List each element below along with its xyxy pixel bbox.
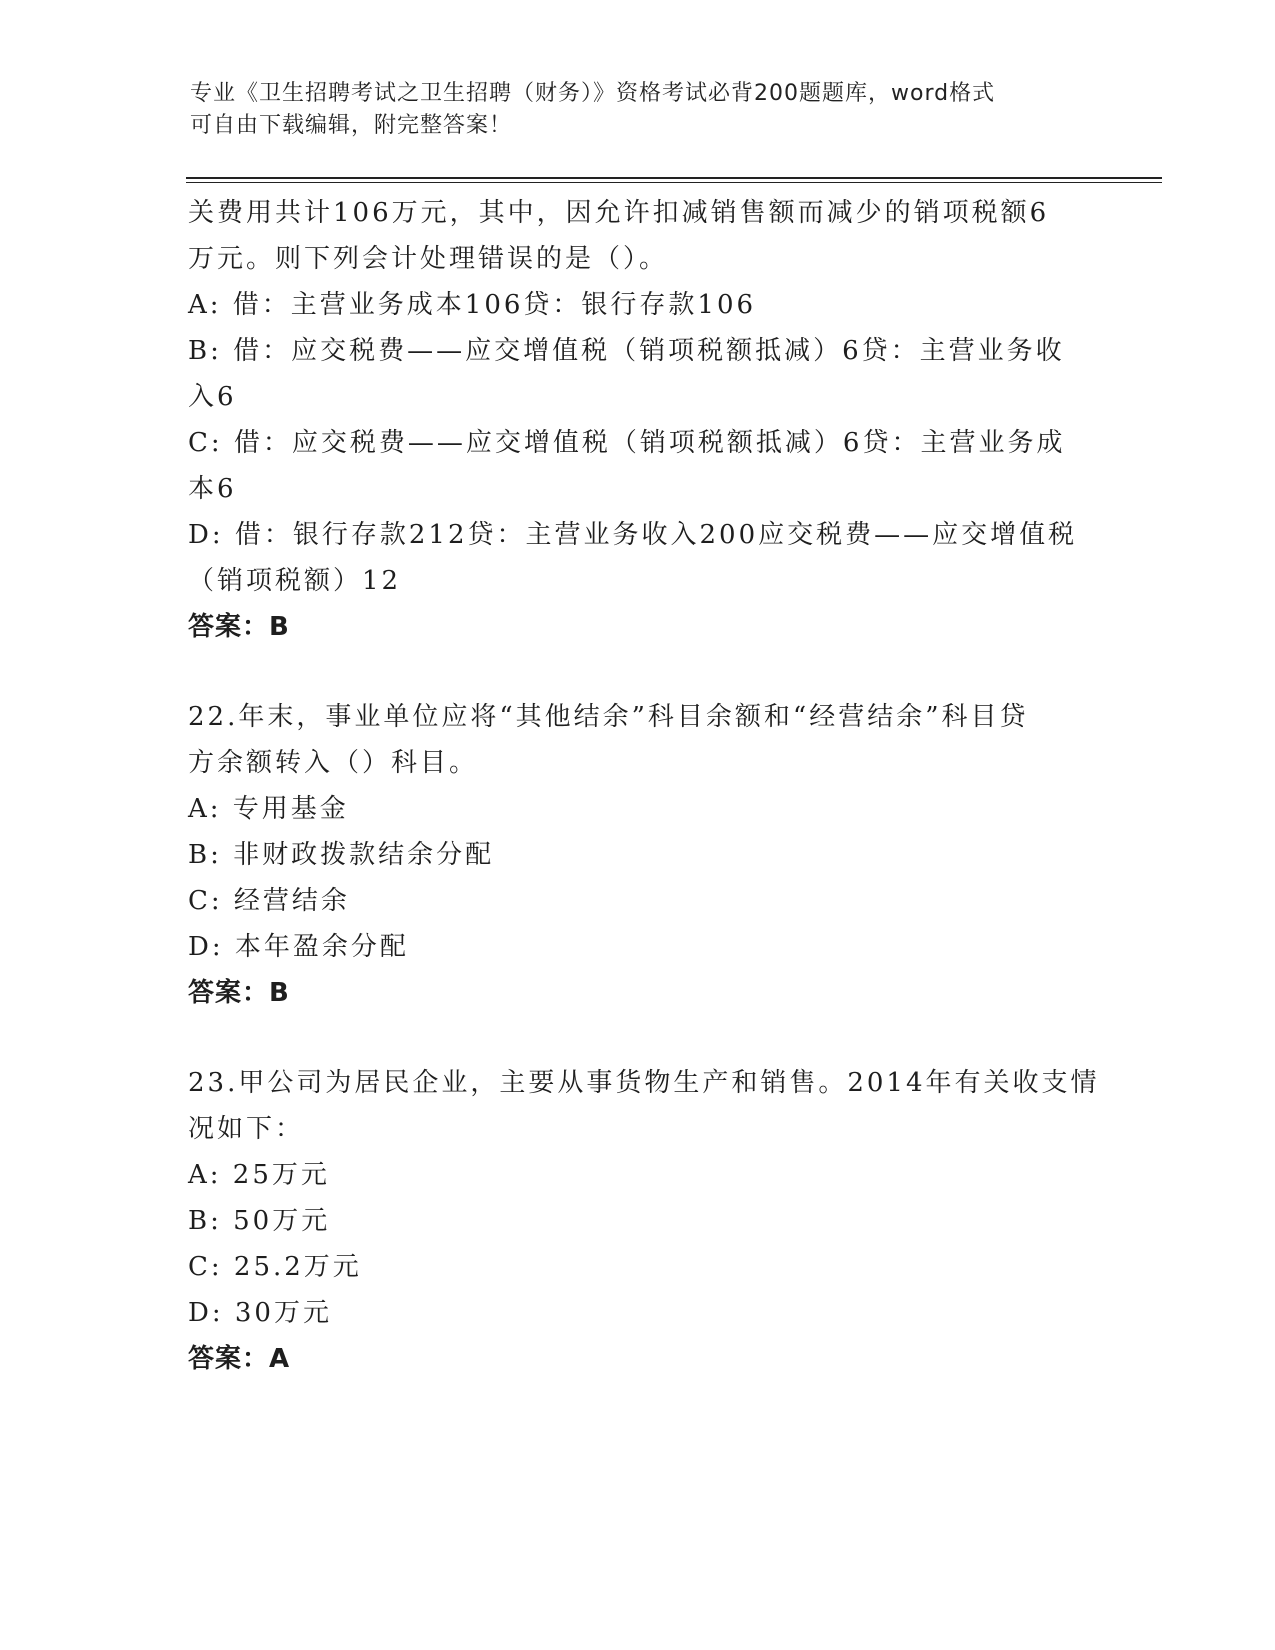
question-gap: [188, 650, 1088, 694]
option-c: C: 经营结余: [188, 886, 350, 916]
header-title-line-1: 专业《卫生招聘考试之卫生招聘（财务）》资格考试必背200题题库，word格式: [190, 81, 996, 106]
option-c: C: 借：应交税费——应交增值税（销项税额抵减）6贷：主营业务成: [188, 428, 1066, 458]
question-22: [188, 694, 1088, 1016]
question-gap: [188, 1016, 1088, 1060]
question-stem: 23.甲公司为居民企业，主要从事货物生产和销售。2014年有关收支情: [188, 1068, 1100, 1098]
header-title-line-2: 可自由下载编辑，附完整答案！: [190, 113, 513, 138]
question-list: [188, 190, 1100, 1382]
option-d: D: 借：银行存款212贷：主营业务收入200应交税费——应交增值税: [188, 520, 1078, 550]
question-stem: 关费用共计106万元，其中，因允许扣减销售额而减少的销项税额6: [188, 198, 1050, 228]
answer: 答案：B: [188, 612, 290, 642]
answer: 答案：A: [188, 1344, 291, 1374]
option-b-continued: 入6: [188, 382, 237, 412]
question-stem: 22.年末，事业单位应将“其他结余”科目余额和“经营结余”科目贷: [188, 702, 1029, 732]
question-stem: 万元。则下列会计处理错误的是（）。: [188, 244, 669, 274]
document-header: [190, 78, 1070, 142]
option-b: B: 非财政拨款结余分配: [188, 840, 495, 870]
answer: 答案：B: [188, 978, 290, 1008]
option-a: A: 25万元: [188, 1160, 330, 1190]
header-divider-thick: [186, 177, 1162, 179]
option-d: D: 本年盈余分配: [188, 932, 409, 962]
question-23: [188, 1060, 1100, 1382]
option-d-continued: （销项税额）12: [188, 566, 402, 596]
option-a: A: 借：主营业务成本106贷：银行存款106: [188, 290, 757, 320]
header-divider-thin: [186, 182, 1162, 183]
question-stem: 方余额转入（）科目。: [188, 748, 479, 778]
option-d: D: 30万元: [188, 1298, 332, 1328]
option-c-continued: 本6: [188, 474, 237, 504]
option-b: B: 50万元: [188, 1206, 331, 1236]
question-stem: 况如下：: [188, 1114, 305, 1144]
question-21: [188, 190, 1088, 650]
option-a: A: 专用基金: [188, 794, 349, 824]
option-b: B: 借：应交税费——应交增值税（销项税额抵减）6贷：主营业务收: [188, 336, 1065, 366]
option-c: C: 25.2万元: [188, 1252, 362, 1282]
